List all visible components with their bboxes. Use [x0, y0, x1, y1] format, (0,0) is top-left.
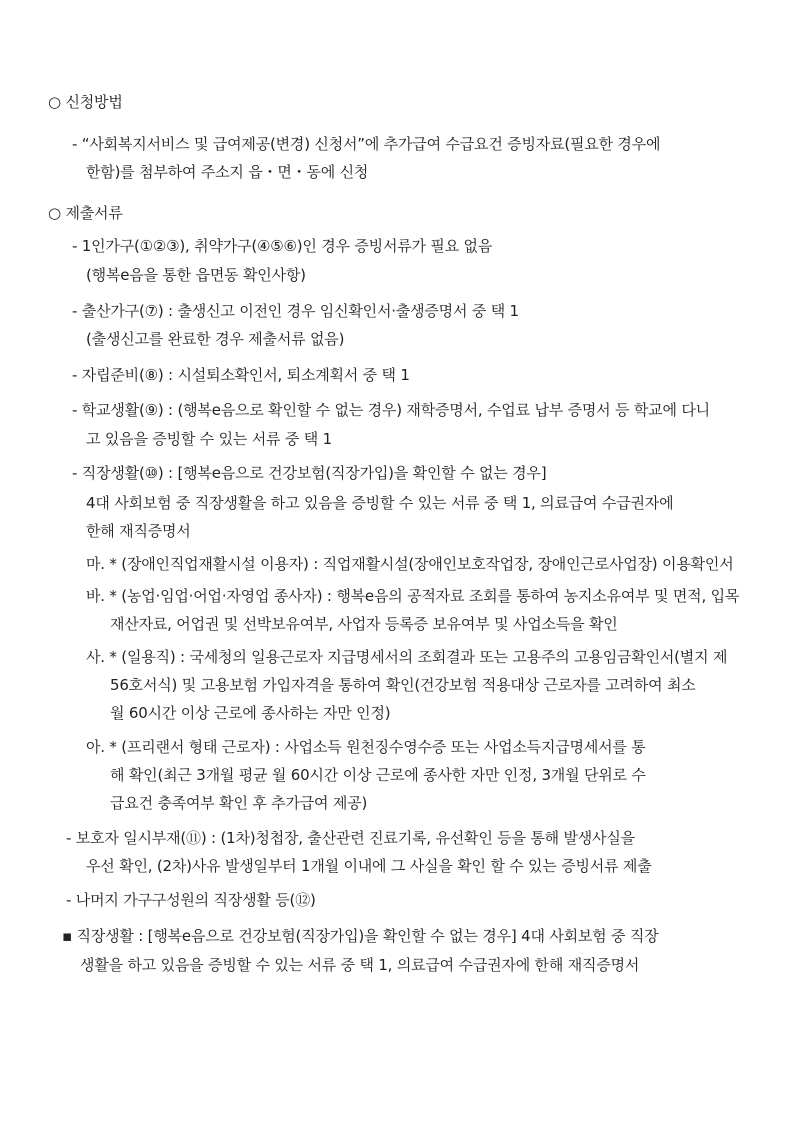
doc-line-10: 한해 재직증명서 — [86, 522, 191, 540]
doc-line-20: - 보호자 일시부재(⑪) : (1차)청첩장, 출산관련 진료기록, 유선확인 등을 통해 발생사실을 — [66, 829, 635, 847]
doc-line-23: ▪ 직장생활 : [행복e음으로 건강보험(직장가입)을 확인할 수 없는 경우] 4대 사회보험 중 직장 — [62, 927, 659, 945]
doc-line-12: 바. * (농업·임업·어업·자영업 종사자) : 행복e음의 공적자료 조회를 통하여 농지소유여부 및 면적, 입목 — [86, 587, 740, 605]
doc-line-8: - 직장생활(⑩) : [행복e음으로 건강보험(직장가입)을 확인할 수 없는 경우] — [72, 464, 547, 482]
doc-line-19: 급요건 충족여부 확인 후 추가급여 제공) — [110, 794, 368, 812]
doc-line-7: 고 있음을 증빙할 수 있는 서류 중 택 1 — [86, 430, 332, 448]
doc-line-4: (출생신고를 완료한 경우 제출서류 없음) — [86, 330, 345, 348]
method-line-2: 한함)를 첨부하여 주소지 읍・면・동에 신청 — [86, 163, 369, 181]
doc-line-17: 아. * (프리랜서 형태 근로자) : 사업소득 원천징수영수증 또는 사업소득지급명세서를 통 — [86, 738, 646, 756]
method-line-1: - “사회복지서비스 및 급여제공(변경) 신청서”에 추가급여 수급요건 증빙자료(필요한 경우에 — [72, 135, 661, 153]
doc-line-14: 사. * (일용직) : 국세청의 일용근로자 지급명세서의 조회결과 또는 고용주의 고용임금확인서(별지 제 — [86, 648, 728, 666]
doc-line-1: - 1인가구(①②③), 취약가구(④⑤⑥)인 경우 증빙서류가 필요 없음 — [72, 237, 493, 255]
doc-line-18: 해 확인(최근 3개월 평균 월 60시간 이상 근로에 종사한 자만 인정, 3개월 단위로 수 — [110, 766, 646, 784]
doc-line-21: 우선 확인, (2차)사유 발생일부터 1개월 이내에 그 사실을 확인 할 수 있는 증빙서류 제출 — [86, 857, 652, 875]
doc-line-5: - 자립준비(⑧) : 시설퇴소확인서, 퇴소계획서 중 택 1 — [72, 366, 410, 384]
doc-line-3: - 출산가구(⑦) : 출생신고 이전인 경우 임신확인서·출생증명서 중 택 1 — [72, 302, 519, 320]
heading-application-method: ○ 신청방법 — [48, 93, 123, 111]
doc-line-22: - 나머지 가구구성원의 직장생활 등(⑫) — [66, 891, 316, 909]
doc-line-11: 마. * (장애인직업재활시설 이용자) : 직업재활시설(장애인보호작업장, 장애인근로사업장) 이용확인서 — [86, 555, 734, 573]
doc-line-15: 56호서식) 및 고용보험 가입자격을 통하여 확인(건강보험 적용대상 근로자를 고려하여 최소 — [110, 676, 696, 694]
doc-line-6: - 학교생활(⑨) : (행복e음으로 확인할 수 없는 경우) 재학증명서, 수업료 납부 증명서 등 학교에 다니 — [72, 401, 710, 419]
doc-line-16: 월 60시간 이상 근로에 종사하는 자만 인정) — [110, 704, 391, 722]
doc-line-24: 생활을 하고 있음을 증빙할 수 있는 서류 중 택 1, 의료급여 수급권자에 한해 재직증명서 — [80, 956, 640, 974]
doc-line-13: 재산자료, 어업권 및 선박보유여부, 사업자 등록증 보유여부 및 사업소득을 확인 — [110, 615, 618, 633]
doc-line-2: (행복e음을 통한 읍면동 확인사항) — [86, 266, 306, 284]
doc-line-9: 4대 사회보험 중 직장생활을 하고 있음을 증빙할 수 있는 서류 중 택 1, 의료급여 수급권자에 — [86, 494, 674, 512]
heading-submission-documents: ○ 제출서류 — [48, 204, 123, 222]
